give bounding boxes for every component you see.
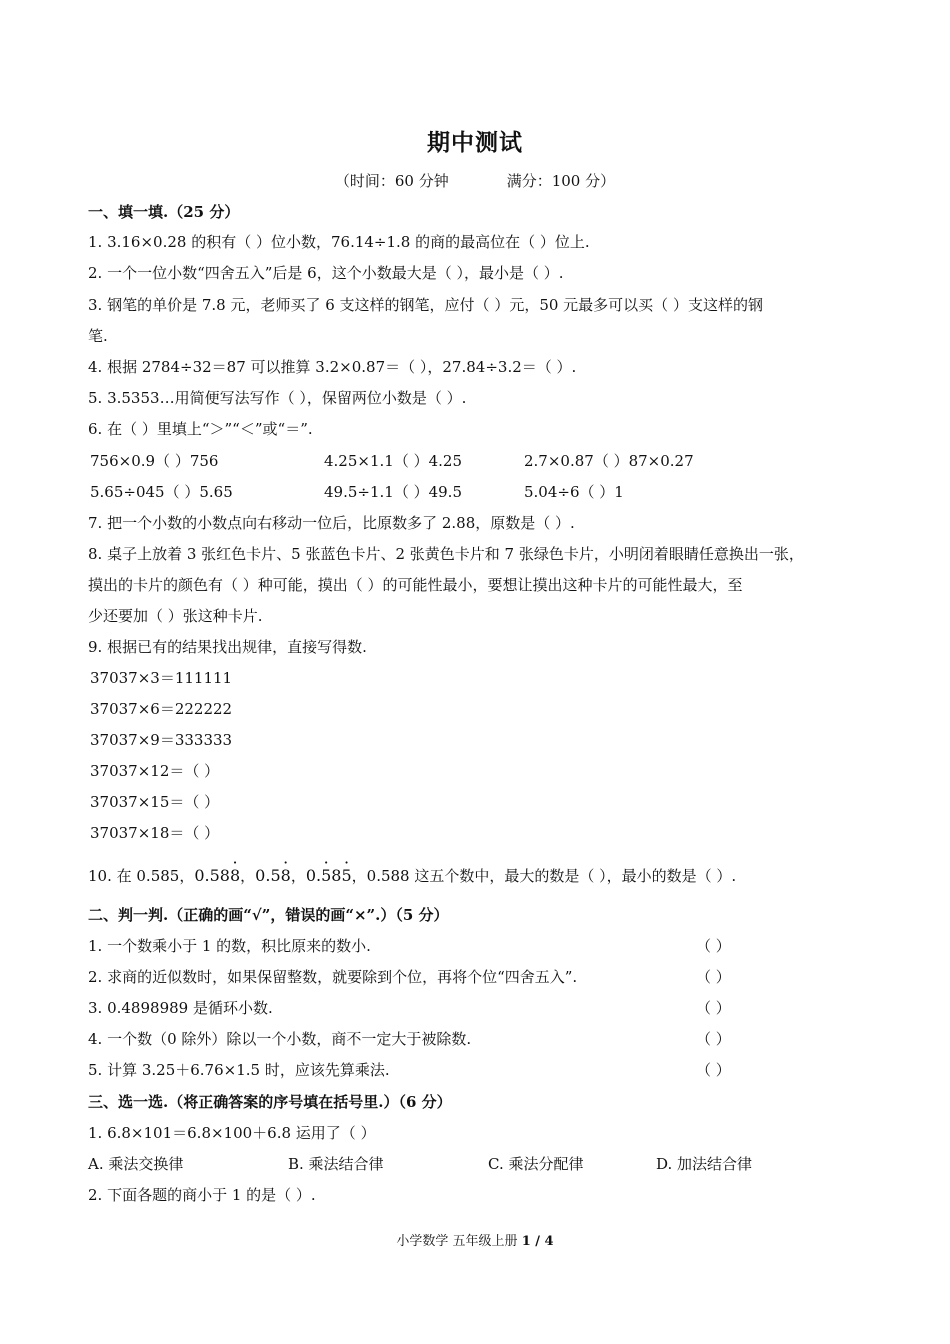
- question-1-8b: 摸出的卡片的颜色有（ ）种可能，摸出（ ）的可能性最小，要想让摸出这种卡片的可能性最大，至: [88, 576, 743, 594]
- question-1-3b: 笔.: [88, 327, 108, 345]
- judge-item: 3. 0.4898989 是循环小数.: [88, 999, 273, 1017]
- question-1-6: 6. 在（ ）里填上“＞”“＜”或“＝”.: [88, 420, 313, 438]
- q10-prefix: 10. 在 0.585，: [88, 867, 195, 885]
- question-1-9: 9. 根据已有的结果找出规律，直接写得数.: [88, 638, 367, 656]
- judge-item: 1. 一个数乘小于 1 的数，积比原来的数小.: [88, 937, 371, 955]
- time-limit: （时间：60 分钟: [334, 172, 449, 190]
- full-score: 满分：100 分）: [506, 172, 616, 190]
- pattern-line: 37037×6＝222222: [90, 700, 233, 718]
- page-title: 期中测试: [427, 129, 523, 156]
- pattern-line: 37037×9＝333333: [90, 731, 233, 749]
- pattern-line: 37037×12＝（ ）: [90, 762, 220, 780]
- compare-item: 4.25×1.1（ ）4.25: [324, 452, 462, 470]
- repeating-decimal-3: 0.· 58· 5: [306, 866, 352, 885]
- question-1-8c: 少还要加（ ）张这种卡片.: [88, 607, 263, 625]
- question-1-5: 5. 3.5353…用简便写法写作（ ），保留两位小数是（ ）.: [88, 389, 467, 407]
- question-1-8a: 8. 桌子上放着 3 张红色卡片、5 张蓝色卡片、2 张黄色卡片和 7 张绿色卡片，小明闭着眼睛任意换出一张，: [88, 545, 804, 563]
- answer-bracket: （ ）: [696, 1030, 731, 1048]
- choice-option-a: A. 乘法交换律: [88, 1155, 184, 1173]
- exam-info: [0, 170, 950, 191]
- repeating-decimal-1: 0.58· 8: [194, 866, 240, 885]
- section-1-heading: 一、填一填.（25 分）: [88, 203, 240, 221]
- question-1-7: 7. 把一个小数的小数点向右移动一位后，比原数多了 2.88，原数是（ ）.: [88, 514, 575, 532]
- pattern-line: 37037×18＝（ ）: [90, 824, 220, 842]
- question-1-10: 10. 在 0.585，0.58· 8，0.5· 8，0.· 58· 5，0.588 这五个数中，最大的数是（ ），最小的数是（ ）.: [88, 865, 878, 887]
- judge-item: 5. 计算 3.25＋6.76×1.5 时，应该先算乘法.: [88, 1061, 390, 1079]
- question-1-2: 2. 一个一位小数“四舍五入”后是 6，这个小数最大是（ ），最小是（ ）.: [88, 264, 564, 282]
- compare-item: 756×0.9（ ）756: [90, 452, 219, 470]
- judge-item: 2. 求商的近似数时，如果保留整数，就要除到个位，再将个位“四舍五入”.: [88, 968, 578, 986]
- choice-question-2: 2. 下面各题的商小于 1 的是（ ）.: [88, 1186, 316, 1204]
- question-1-4: 4. 根据 2784÷32＝87 可以推算 3.2×0.87＝（ ），27.84÷3.2＝（ ）.: [88, 358, 577, 376]
- compare-item: 5.65÷045（ ）5.65: [90, 483, 233, 501]
- choice-option-b: B. 乘法结合律: [288, 1155, 384, 1173]
- choice-option-d: D. 加法结合律: [656, 1155, 753, 1173]
- section-3-heading: 三、选一选.（将正确答案的序号填在括号里.）（6 分）: [88, 1093, 452, 1111]
- choice-question-1: 1. 6.8×101＝6.8×100＋6.8 运用了（ ）: [88, 1124, 376, 1142]
- footer-text: 小学数学 五年级上册: [396, 1234, 522, 1249]
- compare-item: 49.5÷1.1（ ）49.5: [324, 483, 462, 501]
- question-1-3a: 3. 钢笔的单价是 7.8 元，老师买了 6 支这样的钢笔，应付（ ）元，50 元最多可以买（ ）支这样的钢: [88, 296, 763, 314]
- answer-bracket: （ ）: [696, 937, 731, 955]
- page-footer: [0, 1230, 950, 1249]
- judge-item: 4. 一个数（0 除外）除以一个小数，商不一定大于被除数.: [88, 1030, 472, 1048]
- choice-option-c: C. 乘法分配律: [488, 1155, 584, 1173]
- pattern-line: 37037×3＝111111: [90, 669, 233, 687]
- section-2-heading: 二、判一判.（正确的画“√”，错误的画“×”.）（5 分）: [88, 906, 449, 924]
- question-1-1: 1. 3.16×0.28 的积有（ ）位小数，76.14÷1.8 的商的最高位在（ ）位上.: [88, 233, 590, 251]
- pattern-line: 37037×15＝（ ）: [90, 793, 220, 811]
- compare-item: 5.04÷6（ ）1: [524, 483, 624, 501]
- answer-bracket: （ ）: [696, 1061, 731, 1079]
- page-number: 1 / 4: [521, 1234, 554, 1249]
- answer-bracket: （ ）: [696, 968, 731, 986]
- compare-item: 2.7×0.87（ ）87×0.27: [524, 452, 694, 470]
- repeating-decimal-2: 0.5· 8: [255, 866, 291, 885]
- answer-bracket: （ ）: [696, 999, 731, 1017]
- q10-suffix: ，0.588 这五个数中，最大的数是（ ），最小的数是（ ）.: [351, 867, 737, 885]
